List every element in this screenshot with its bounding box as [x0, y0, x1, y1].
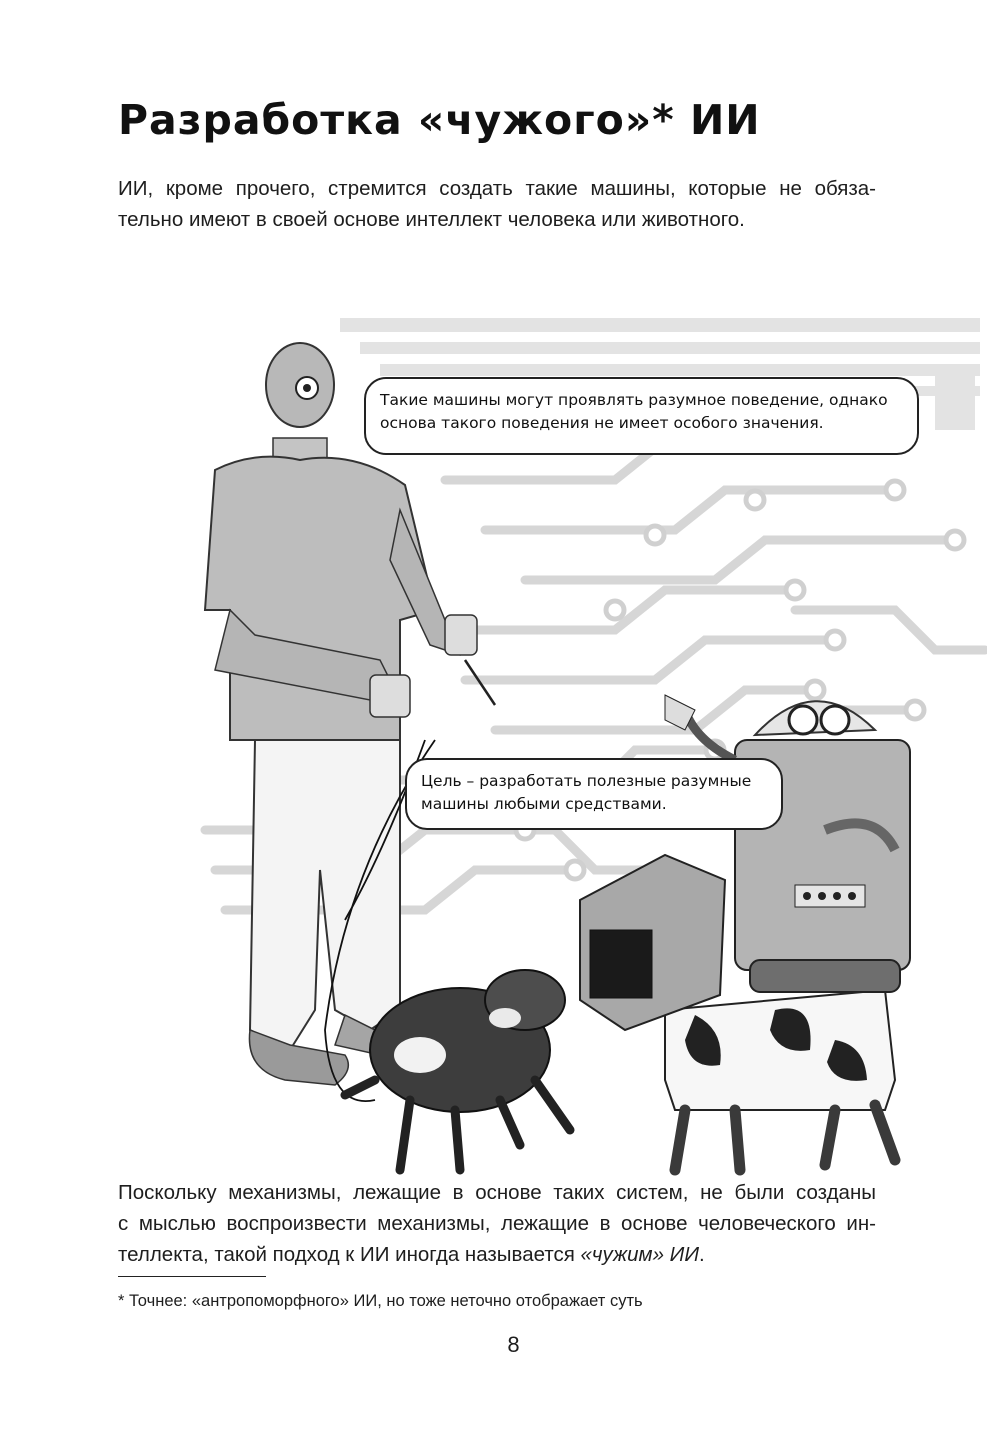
- outro-line-text: теллекта, такой подход к ИИ иногда называется: [118, 1243, 581, 1266]
- intro-line: ИИ, кроме прочего, стремится создать такие машины, которые не обяза-: [118, 177, 876, 200]
- page-title: Разработка «чужого»* ИИ: [118, 96, 761, 144]
- outro-line: с мыслью воспроизвести механизмы, лежащие в основе человеческого ин-: [118, 1212, 876, 1235]
- outro-line-last: [118, 1239, 876, 1270]
- outro-end: .: [699, 1243, 705, 1266]
- speech-bubble-bottom: [405, 758, 783, 830]
- footnote-divider: [118, 1276, 266, 1277]
- bubble-text-line: Такие машины могут проявлять разумное поведение, однако: [380, 391, 888, 409]
- bubble-text-line: Цель – разработать полезные разумные: [421, 772, 752, 790]
- bubble-text-line: основа такого поведения не имеет особого значения.: [380, 414, 824, 432]
- outro-emphasis: «чужим» ИИ: [580, 1243, 700, 1266]
- page-number: 8: [507, 1332, 520, 1357]
- outro-paragraph: [118, 1177, 876, 1270]
- speech-bubble-top: [364, 377, 919, 455]
- intro-line: тельно имеют в своей основе интеллект человека или животного.: [118, 208, 745, 231]
- bubble-text-line: машины любыми средствами.: [421, 795, 667, 813]
- footnote: * Точнее: «антропоморфного» ИИ, но тоже неточно отображает суть: [118, 1292, 643, 1310]
- intro-paragraph: [118, 173, 876, 235]
- outro-line: Поскольку механизмы, лежащие в основе таких систем, не были созданы: [118, 1181, 876, 1204]
